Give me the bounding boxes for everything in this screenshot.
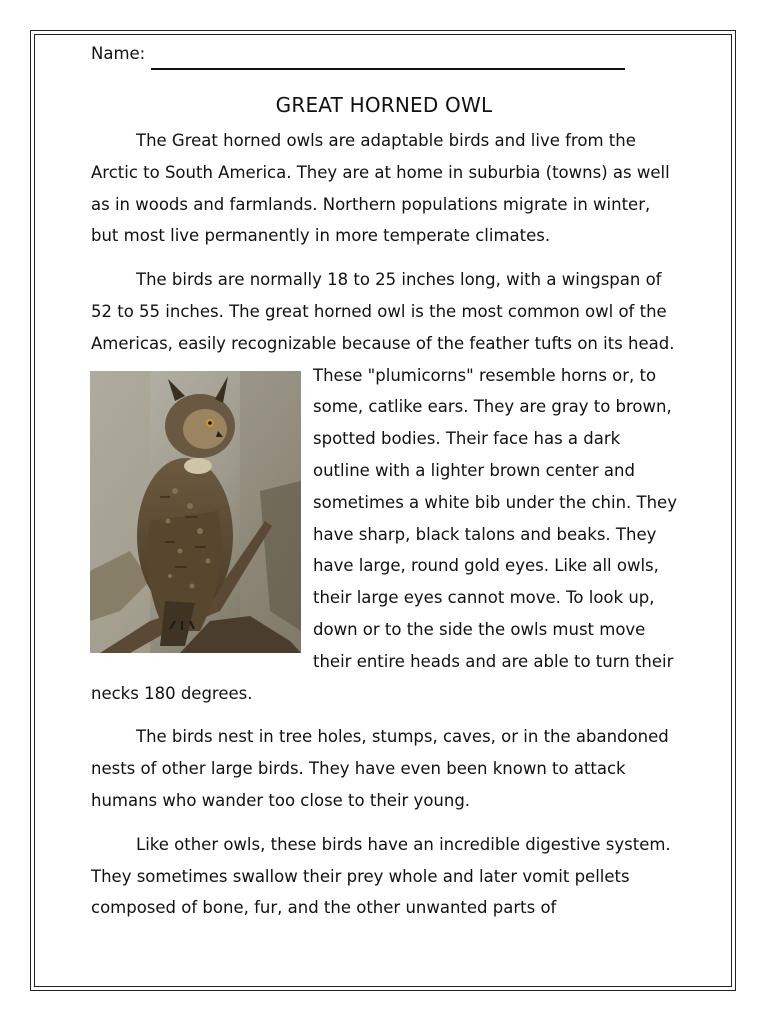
- great-horned-owl-photo-icon: [90, 371, 301, 653]
- paragraph-habitat: The Great horned owls are adaptable birds and live from the Arctic to South America. They are at home in suburbia (towns) as well as in woods and farmlands. Northern populations migrate in winter, but most live permanently in more temperate climates.: [91, 131, 670, 246]
- paragraph-digestion: Like other owls, these birds have an incredible digestive system. They sometimes swallow their prey whole and later vomit pellets composed of bone, fur, and the other unwanted parts of: [91, 834, 671, 918]
- name-blank-line[interactable]: [151, 48, 625, 70]
- name-label: Name:: [91, 44, 146, 64]
- paragraph-nesting: The birds nest in tree holes, stumps, caves, or in the abandoned nests of other large birds. They have even been known to attack humans who wander too close to their young.: [91, 727, 669, 810]
- name-field-row: [91, 40, 677, 70]
- paragraph-description-text: The birds are normally 18 to 25 inches long, with a wingspan of 52 to 55 inches. The great horned owl is the most common owl of the Americas, easily recognizable because of the feather tufts on its head. These "plumicorns" resemble horns or, to some, catlike ears. They are gray to brown, spotted bodies. Their face has a dark outline with a lighter brown center and sometimes a white bib under the chin. They have sharp, black talons and beaks. They have large, round gold eyes. Like all owls, their large eyes cannot move. To look up, down or to the side the owls must move their entire heads and are able to turn their necks 180 degrees.: [91, 270, 677, 703]
- page-title: GREAT HORNED OWL: [275, 93, 493, 117]
